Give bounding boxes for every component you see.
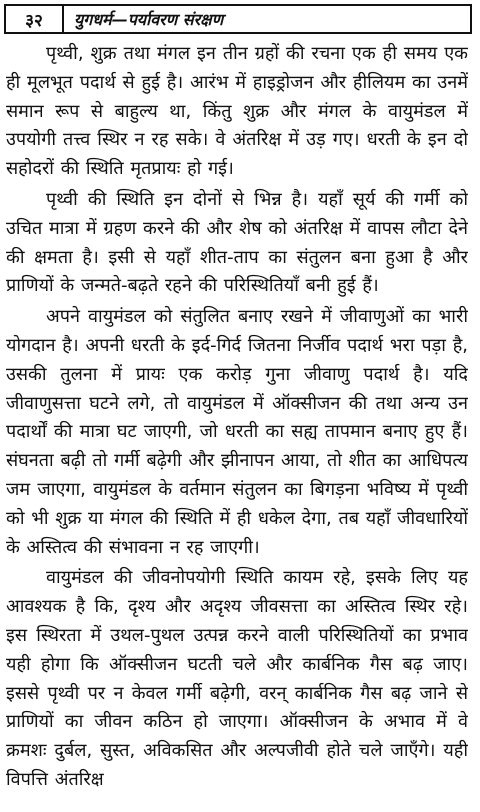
paragraph-planets-origin: पृथ्वी, शुक्र तथा मंगल इन तीन ग्रहों की रचना एक ही समय एक ही मूलभूत पदार्थ से हुई है। आरंभ में हाइड्रोजन और हीलियम का उनमें समान रूप से बाहुल्य था, किंतु शुक्र और मंगल के वायुमंडल में उपयोगी तत्त्व स्थिर न रह सके। वे अंतरिक्ष में उड़ गए। धरती के इन दो सहोदरों की स्थिति मृतप्रायः हो गई। [6,43,468,180]
paragraph-atmosphere-stability: वायुमंडल की जीवनोपयोगी स्थिति कायम रहे, इसके लिए यह आवश्यक है कि, दृश्य और अदृश्य जीवसत्ता का अस्तित्व स्थिर रहे। इस स्थिरता में उथल-पुथल उत्पन्न करने वाली परिस्थितियों का प्रभाव यही होगा कि ऑक्सीजन घटती चले और कार्बनिक गैस बढ़ जाए। इससे पृथ्वी पर न केवल गर्मी बढ़ेगी, वरन् कार्बनिक गैस बढ़ जाने से प्राणियों का जीवन कठिन हो जाएगा। ऑक्सीजन के अभाव में वे क्रमशः दुर्बल, सुस्त, अविकसित और अल्पजीवी होते चले जाएँगे। यही विपत्ति अंतरिक्ष [6,567,468,790]
paragraph-microbes-balance: अपने वायुमंडल को संतुलित बनाए रखने में जीवाणुओं का भारी योगदान है। अपनी धरती के इर्द-गिर्द जितना निर्जीव पदार्थ भरा पड़ा है, उसकी तुलना में प्रायः एक करोड़ गुना जीवाणु पदार्थ है। यदि जीवाणुसत्ता घटने लगे, तो वायुमंडल में ऑक्सीजन की तथा अन्य उन पदार्थों की मात्रा घट जाएगी, जो धरती का सह्य तापमान बनाए हुए हैं। संघनता बढ़ी तो गर्मी बढ़ेगी और झीनापन आया, तो शीत का आधिपत्य जम जाएगा, वायुमंडल के वर्तमान संतुलन का बिगड़ना भविष्य में पृथ्वी को भी शुक्र या मंगल की स्थिति में ही धकेल देगा, तब यहाँ जीवधारियों के अस्तित्व की संभावना न रह जाएगी। [6,306,468,558]
page-header [4,4,472,34]
body-text [6,40,468,808]
page-number: ३२ [6,6,64,32]
paragraph-earth-condition: पृथ्वी की स्थिति इन दोनों से भिन्न है। यहाँ सूर्य की गर्मी को उचित मात्रा में ग्रहण करने की और शेष को अंतरिक्ष में वापस लौटा देने की क्षमता है। इसी से यहाँ शीत-ताप का संतुलन बना हुआ है और प्राणियों के जन्मते-बढ़ते रहने की परिस्थितियाँ बनी हुई हैं। [6,188,468,297]
running-title: युगधर्म—पर्यावरण संरक्षण [74,10,224,29]
